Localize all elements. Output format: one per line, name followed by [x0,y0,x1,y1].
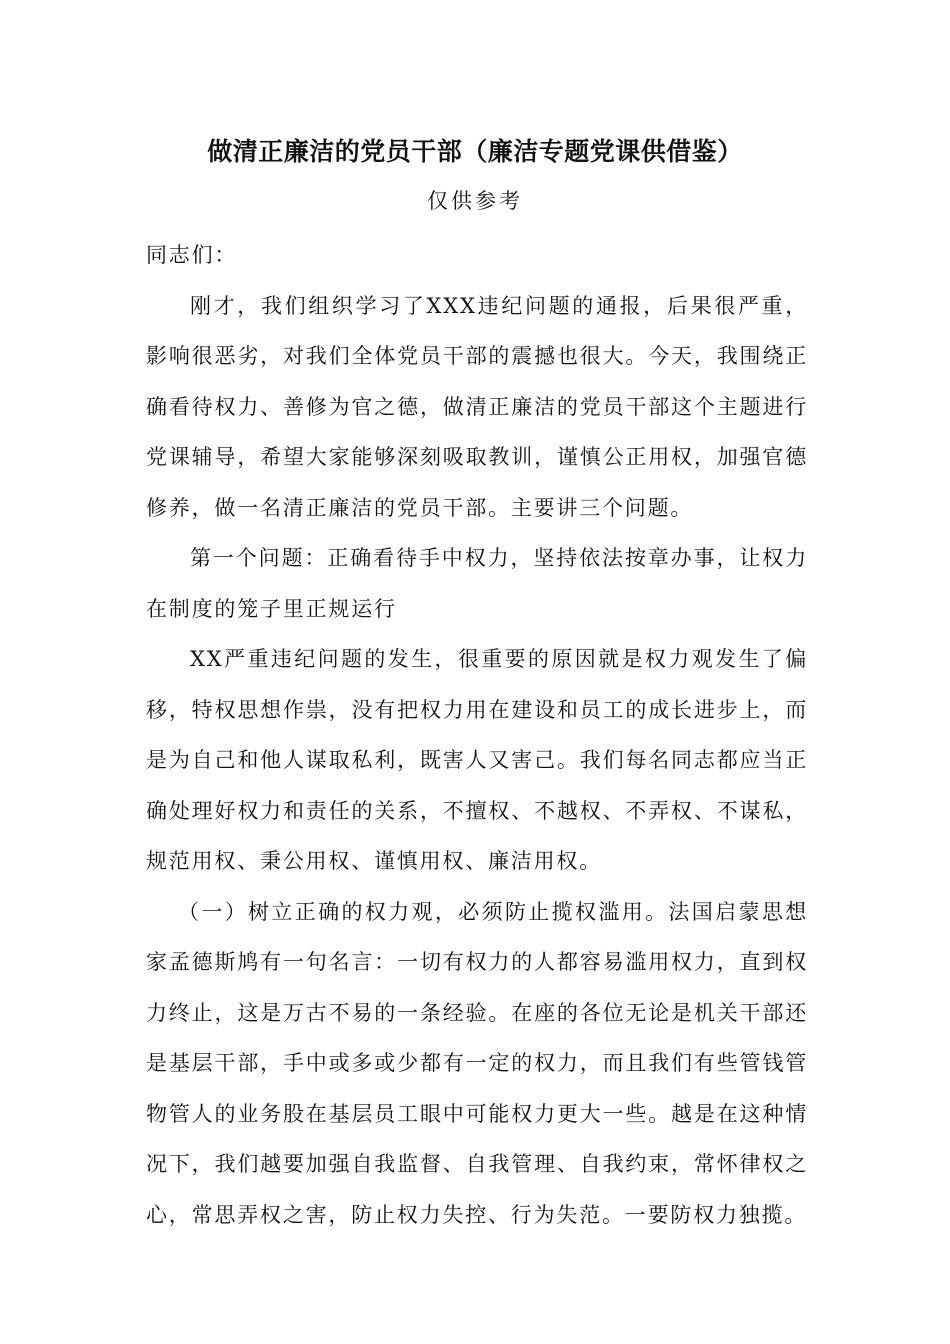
document-subtitle: 仅供参考 [427,189,523,213]
document-title: 做清正廉洁的党员干部（廉洁专题党课供借鉴） [207,137,743,166]
salutation: 同志们： [146,243,238,267]
paragraph-section-heading: 第一个问题：正确看待手中权力，坚持依法按章办事，让权力在制度的笼子里正规运行 [146,546,808,621]
paragraph-subsection: （一）树立正确的权力观，必须防止揽权滥用。法国启蒙思想家孟德斯鸠有一句名言：一切有权力的人都容易滥用权力，直到权力终止，这是万古不易的一条经验。在座的各位无论是机关干部还是基层干部，手中或多或少都有一定的权力，而且我们有些管钱管物管人的业务股在基层员工眼中可能权力更大一些。越是在这种情况下，我们越要加强自我监督、自我管理、自我约束，常怀律权之心，常思弄权之害，防止权力失控、行为失范。一要防权力独揽。 [146,899,808,1227]
paragraph-intro: 刚才，我们组织学习了XXX违纪问题的通报，后果很严重，影响很恶劣，对我们全体党员干部的震撼也很大。今天，我围绕正确看待权力、善修为官之德，做清正廉洁的党员干部这个主题进行党课辅导，希望大家能够深刻吸取教训，谨慎公正用权，加强官德修养，做一名清正廉洁的党员干部。主要讲三个问题。 [146,293,808,520]
document-body [146,230,808,1240]
paragraph-section-body: XX严重违纪问题的发生，很重要的原因就是权力观发生了偏移，特权思想作祟，没有把权力用在建设和员工的成长进步上，而是为自己和他人谋取私利，既害人又害己。我们每名同志都应当正确处理好权力和责任的关系，不擅权、不越权、不弄权、不谋私，规范用权、秉公用权、谨慎用权、廉洁用权。 [146,647,808,873]
